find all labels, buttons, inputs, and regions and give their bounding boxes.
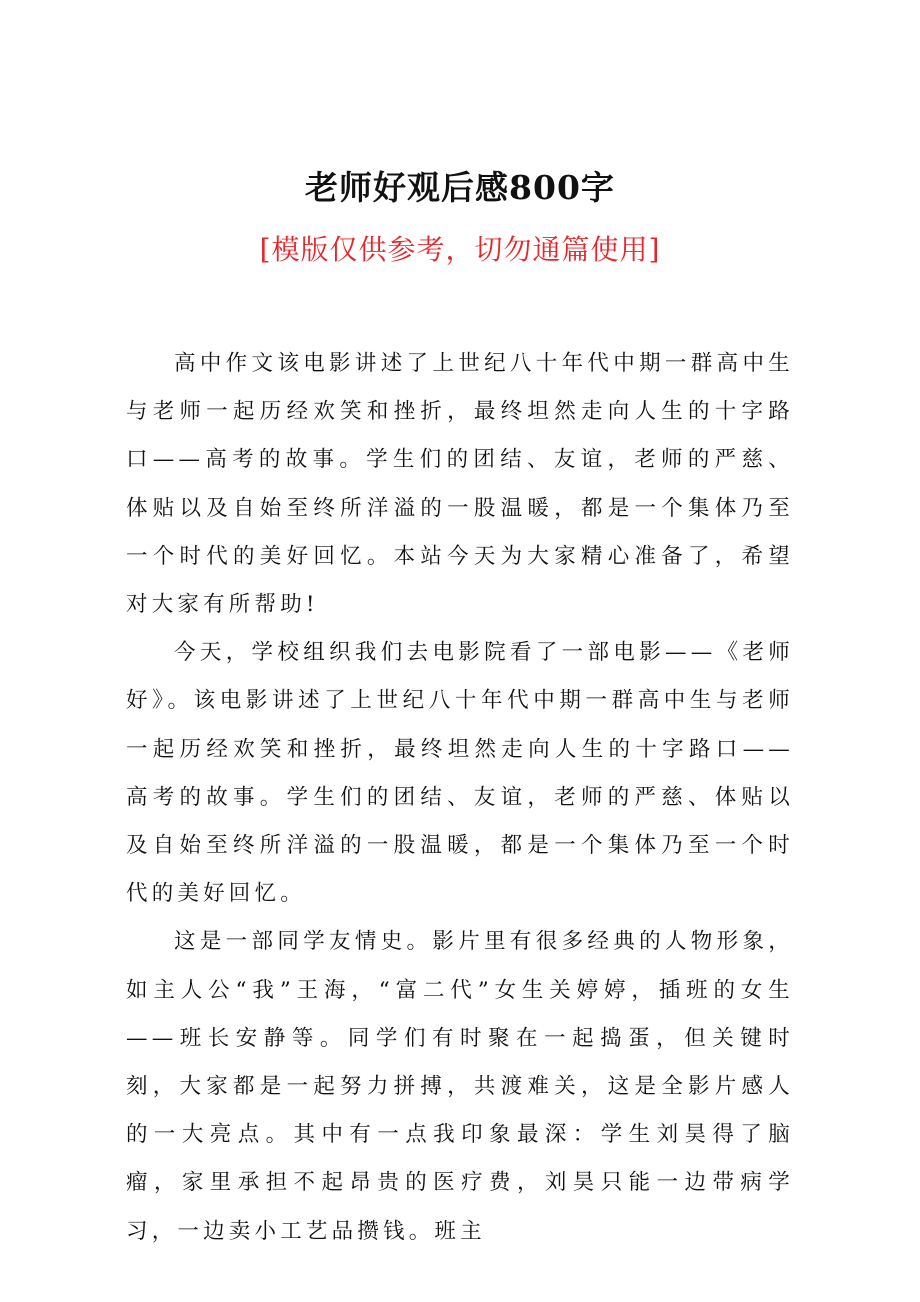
paragraph-2: 今天，学校组织我们去电影院看了一部电影——《老师好》。该电影讲述了上世纪八十年代中期一群高中生与老师一起历经欢笑和挫折，最终坦然走向人生的十字路口——高考的故事。学生们的团结、友谊，老师的严慈、体贴以及自始至终所洋溢的一股温暖，都是一个集体乃至一个时代的美好回忆。 xyxy=(126,640,794,907)
document-subtitle: [模版仅供参考，切勿通篇使用] xyxy=(259,233,661,266)
paragraph-1: 高中作文该电影讲述了上世纪八十年代中期一群高中生与老师一起历经欢笑和挫折，最终坦然走向人生的十字路口——高考的故事。学生们的团结、友谊，老师的严慈、体贴以及自始至终所洋溢的一股温暖，都是一个集体乃至一个时代的美好回忆。本站今天为大家精心准备了，希望对大家有所帮助! xyxy=(126,351,794,618)
paragraph-3: 这是一部同学友情史。影片里有很多经典的人物形象，如主人公“我”王海，“富二代”女生关婷婷，插班的女生——班长安静等。同学们有时聚在一起捣蛋，但关键时刻，大家都是一起努力拼搏，共渡难关，这是全影片感人的一大亮点。其中有一点我印象最深：学生刘昊得了脑瘤，家里承担不起昂贵的医疗费，刘昊只能一边带病学习，一边卖小工艺品攒钱。班主 xyxy=(126,929,794,1244)
document-title: 老师好观后感800字 xyxy=(305,168,615,207)
document-body xyxy=(126,340,794,1256)
